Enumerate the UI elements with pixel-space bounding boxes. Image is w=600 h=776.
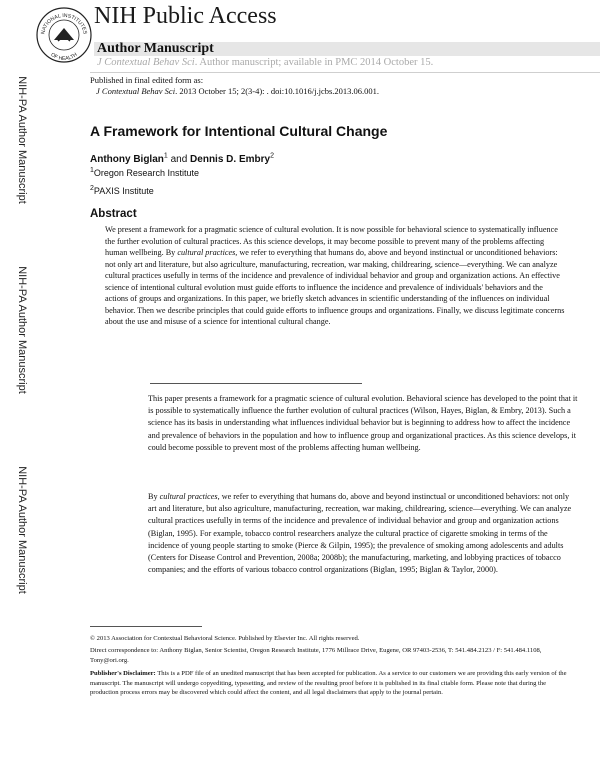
citation-details: . 2013 October 15; 2(3-4): . doi:10.1016/j.jcbs.2013.06.001. [175, 86, 380, 96]
author-name: Dennis D. Embry [190, 154, 271, 165]
header-divider [90, 72, 600, 73]
journal-name: J Contextual Behav Sci [97, 57, 195, 68]
paragraph-text: , we refer to everything that humans do, above and beyond instinctual or unconditioned behaviors: not only art and literature, but also agriculture, manufacturing, recreation, war making, childrearing, science—everything. We can analyze cultural practices usefully in terms of the incidence and prevalence of individual behavior and group and organization actions (Biglan, 1995). For example, tobacco control researchers analyze the cultural practice of cigarette smoking in terms of the incidence of young people starting to smoke (Pierce & Gilpin, 1995); the prevalence of smoking among adolescents and adults (Centers for Disease Control and Prevention, 2008a; 2008b); the manufacturing, marketing, and lobbying practices of tobacco companies; and the efforts of various tobacco control organizations (Biglan, 1995; Biglan & Taylor, 2000). [148, 492, 572, 575]
seal-text-top: NATIONAL INSTITUTES [40, 12, 88, 35]
side-label-text: NIH-PA Author Manuscript [16, 76, 28, 204]
section-divider [150, 383, 362, 384]
paragraph-italic-term: cultural practices [159, 492, 218, 501]
abstract-text [105, 224, 565, 328]
availability-line [97, 57, 433, 68]
nih-seal-logo [35, 6, 93, 64]
disclaimer-label: Publisher's Disclaimer: [90, 670, 156, 677]
side-label-top [14, 50, 30, 230]
citation [96, 86, 379, 96]
correspondence-note: Direct correspondence to: Anthony Biglan, Senior Scientist, Oregon Research Institute, 1776 Millrace Drive, Eugene, OR 97403-2536, T: 541.484.2123 / F: 541.484.1108, Tony@ori.org. [90, 647, 542, 664]
body-paragraph-2 [148, 491, 578, 576]
affiliation-text: PAXIS Institute [93, 186, 154, 196]
affiliation-1 [90, 168, 199, 178]
author-conjunction: and [167, 154, 191, 165]
author-manuscript-label: Author Manuscript [97, 41, 214, 56]
author-name: Anthony Biglan [90, 154, 164, 165]
side-label-middle [14, 230, 30, 430]
side-label-bottom [14, 430, 30, 630]
affiliation-2 [90, 186, 154, 196]
abstract-text-part: , we refer to everything that humans do, above and beyond instinctual or unconditioned behaviors: not only art and literature, but also agriculture, manufacturing, recreation, war making, childrearing, science—everything. We can analyze cultural practices usefully in terms of the incidence and prevalence of individual behavior and group and organization actions. An effective science of intentional cultural evolution must guide efforts to influence the incidence and prevalence of individuals' behaviors and the actions of groups and organizations. In this paper, we briefly sketch advances in scientific understanding of the influences on individual behavior. Then we describe principles that could guide efforts to influence groups and organizations. Finally, we discuss legitimate concerns about the use and misuse of a science for intentional cultural change. [105, 248, 565, 326]
disclaimer-text: This is a PDF file of an unedited manuscript that has been accepted for publication. As a service to our customers we are providing this early version of the manuscript. The manuscript will undergo copyediting, typesetting, and review of the resulting proof before it is published in its final citable form. Please note that during the production process errors may be discovered which could affect the content, and all legal disclaimers that apply to the journal pertain. [90, 670, 567, 696]
side-label-text: NIH-PA Author Manuscript [16, 266, 28, 394]
nih-public-access-title: NIH Public Access [94, 3, 277, 29]
affiliation-sup: 2 [90, 185, 94, 192]
published-label: Published in final edited form as: [90, 75, 204, 85]
article-title: A Framework for Intentional Cultural Change [90, 123, 388, 139]
affiliation-sup: 1 [90, 167, 94, 174]
abstract-italic-term: cultural practices [177, 248, 236, 257]
abstract-heading: Abstract [90, 208, 137, 220]
author-line [90, 154, 274, 165]
seal-text-bottom: OF HEALTH [49, 51, 79, 63]
abstract-text-part: We present a framework for a pragmatic science of cultural evolution. It is now possible for behavioral science to systematically influence the further evolution of cultural practices. As this science develops, it may become possible to prevent many of the problems affecting human wellbeing. By [105, 225, 558, 257]
publisher-disclaimer [90, 669, 570, 698]
availability-text: . Author manuscript; available in PMC 2014 October 15. [194, 57, 434, 68]
paragraph-text: By [148, 492, 160, 501]
footnote-divider [90, 626, 202, 627]
body-paragraph-1: This paper presents a framework for a pragmatic science of cultural evolution. Behavioral science has developed to the point that it is possible to systematically influence the further evolution of cultural practices (Wilson, Hayes, Biglan, & Embry, 2013). Such a science has its basis in understanding what influences individual behavior but is beginning to address how to affect the incidence and prevalence of behaviors in the population and how to influence group and organizational practices. As this science develops, it could become possible to prevent most of the problems affecting human wellbeing. [148, 394, 578, 452]
citation-journal: J Contextual Behav Sci [96, 86, 176, 96]
affiliation-text: Oregon Research Institute [93, 168, 199, 178]
side-label-text: NIH-PA Author Manuscript [16, 466, 28, 594]
author-affiliation-sup: 1 [163, 152, 168, 160]
copyright-notice: © 2013 Association for Contextual Behavioral Science. Published by Elsevier Inc. All rights reserved. [90, 635, 360, 642]
author-affiliation-sup: 2 [270, 152, 274, 160]
